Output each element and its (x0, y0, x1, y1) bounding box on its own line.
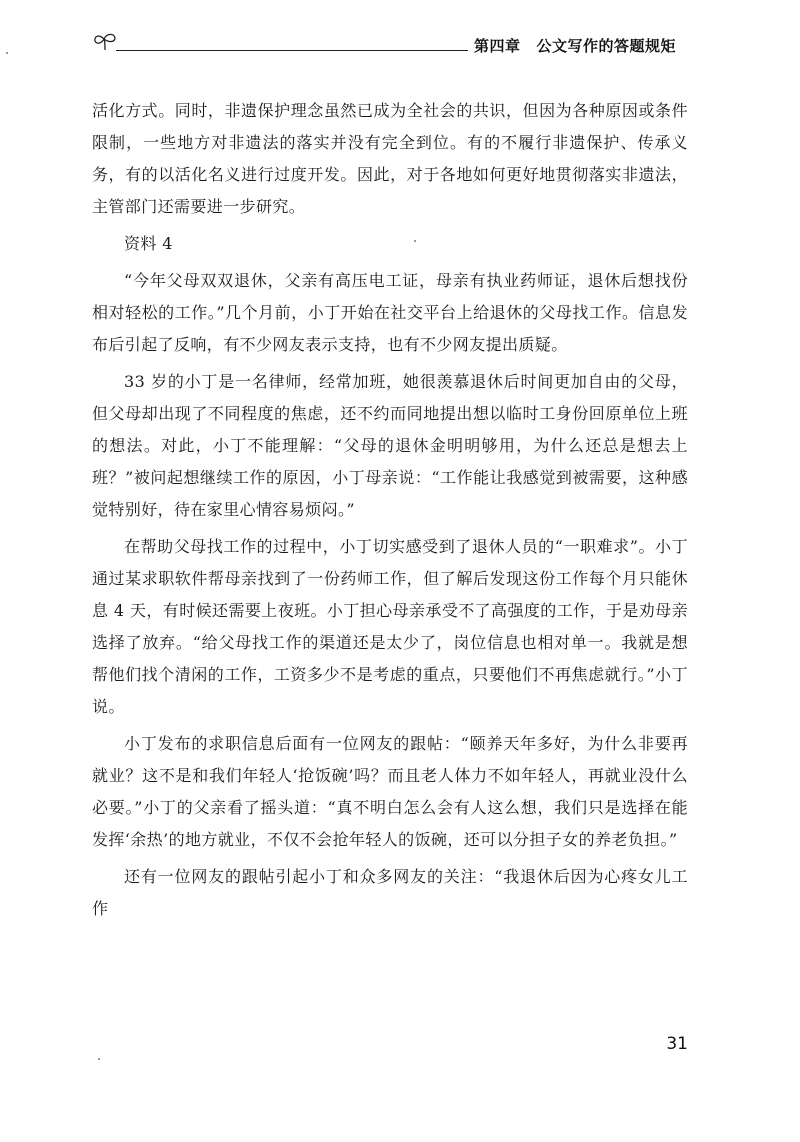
page-number: 31 (666, 1034, 688, 1054)
chapter-label: 第四章 (474, 37, 521, 55)
paragraph: 活化方式。同时，非遗保护理念虽然已成为全社会的共识，但因为各种原因或条件限制，一些地方对非遗法的落实并没有完全到位。有的不履行非遗保护、传承义务，有的以活化名义进行过度开发。因此，对于各地如何更好地贯彻落实非遗法，主管部门还需要进一步研究。 (92, 101, 688, 216)
scan-speck (98, 1058, 100, 1060)
header-rule (116, 50, 468, 51)
paragraph: 在帮助父母找工作的过程中，小丁切实感受到了退休人员的“一职难求”。小丁通过某求职软件帮母亲找到了一份药师工作，但了解后发现这份工作每个月只能休息 4 天，有时候还需要上夜班。小丁担心母亲承受不了高强度的工作，于是劝母亲选择了放弃。“给父母找工作的渠道还是太少了，岗位信息也相对单一。我就是想帮他们找个清闲的工作，工资多少不是考虑的重点，只要他们不再焦虑就行。”小丁说。 (92, 537, 688, 716)
sprout-icon (92, 30, 118, 52)
paragraph: 还有一位网友的跟帖引起小丁和众多网友的关注：“我退休后因为心疼女儿工作 (92, 867, 688, 918)
scan-speck (6, 52, 8, 54)
material-heading: 资料 4 (124, 234, 173, 253)
paragraph: “今年父母双双退休，父亲有高压电工证，母亲有执业药师证，退休后想找份相对轻松的工作。”几个月前，小丁开始在社交平台上给退休的父母找工作。信息发布后引起了反响，有不少网友表示支持，也有不少网友提出质疑。 (92, 271, 688, 354)
chapter-title: 公文写作的答题规矩 (536, 37, 677, 55)
paragraph: 小丁发布的求职信息后面有一位网友的跟帖：“颐养天年多好，为什么非要再就业？这不是和我们年轻人‘抢饭碗’吗？而且老人体力不如年轻人，再就业没什么必要。”小丁的父亲看了摇头道：“真不明白怎么会有人这么想，我们只是选择在能发挥‘余热’的地方就业，不仅不会抢年轻人的饭碗，还可以分担子女的养老负担。” (92, 734, 688, 849)
scan-speck (414, 240, 416, 242)
page-body (92, 95, 688, 930)
running-header (92, 26, 688, 66)
paragraph: 33 岁的小丁是一名律师，经常加班，她很羡慕退休后时间更加自由的父母，但父母却出现了不同程度的焦虑，还不约而同地提出想以临时工身份回原单位上班的想法。对此，小丁不能理解：“父母的退休金明明够用，为什么还总是想去上班？”被问起想继续工作的原因，小丁母亲说：“工作能让我感觉到被需要，这种感觉特别好，待在家里心情容易烦闷。” (92, 372, 688, 519)
chapter-heading (474, 35, 676, 56)
